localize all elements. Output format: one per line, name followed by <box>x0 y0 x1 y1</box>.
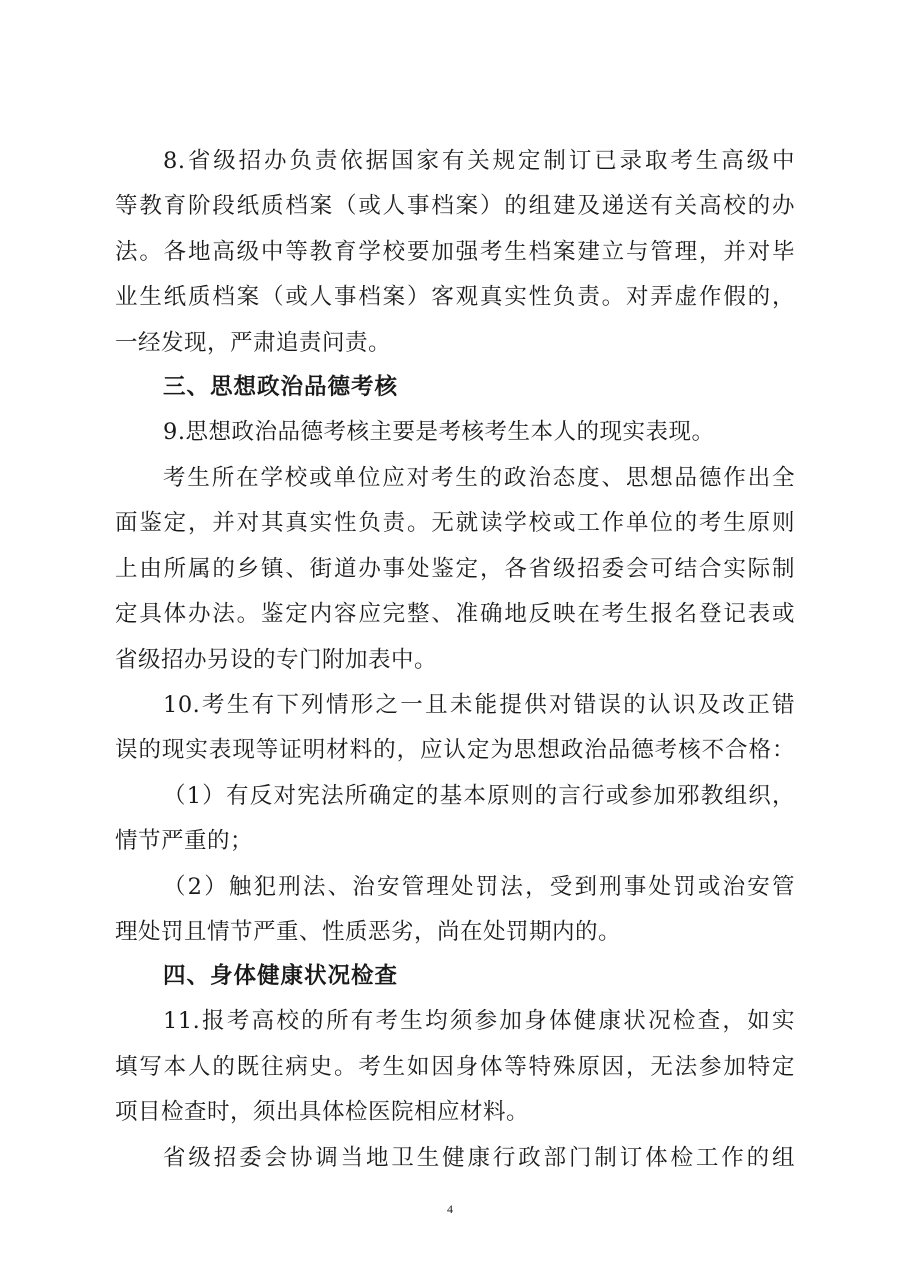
paragraph-8-line-1: 8.省级招办负责依据国家有关规定制订已录取考生高级中 <box>163 148 795 174</box>
paragraph-11-line-3: 项目检查时，须出具体检医院相应材料。 <box>115 1099 530 1125</box>
paragraph-11-line-2: 填写本人的既往病史。考生如因身体等特殊原因，无法参加特定 <box>115 1054 795 1080</box>
paragraph-11-line-1: 11.报考高校的所有考生均须参加身体健康状况检查，如实 <box>163 1008 795 1034</box>
section-heading-4: 四、身体健康状况检查 <box>163 963 399 989</box>
paragraph-10-line-2: 误的现实表现等证明材料的，应认定为思想政治品德考核不合格： <box>115 737 795 763</box>
item-2-line-2: 理处罚且情节严重、性质恶劣，尚在处罚期内的。 <box>115 919 622 945</box>
paragraph-9b-line-2: 面鉴定，并对其真实性负责。无就读学校或工作单位的考生原则 <box>115 510 795 536</box>
paragraph-8-line-3: 法。各地高级中等教育学校要加强考生档案建立与管理，并对毕 <box>115 239 795 265</box>
paragraph-9-line-1: 9.思想政治品德考核主要是考核考生本人的现实表现。 <box>163 419 715 445</box>
item-2-line-1: （2）触犯刑法、治安管理处罚法，受到刑事处罚或治安管 <box>163 874 795 900</box>
paragraph-10-line-1: 10.考生有下列情形之一且未能提供对错误的认识及改正错 <box>163 692 795 718</box>
paragraph-8-line-4: 业生纸质档案（或人事档案）客观真实性负责。对弄虚作假的， <box>115 284 795 310</box>
item-1-line-2: 情节严重的； <box>115 828 254 854</box>
paragraph-12-line-1: 省级招委会协调当地卫生健康行政部门制订体检工作的组 <box>163 1145 795 1171</box>
paragraph-9b-line-4: 定具体办法。鉴定内容应完整、准确地反映在考生报名登记表或 <box>115 601 795 627</box>
page-number: 4 <box>447 1202 453 1216</box>
paragraph-9b-line-1: 考生所在学校或单位应对考生的政治态度、思想品德作出全 <box>163 465 795 491</box>
paragraph-8-line-2: 等教育阶段纸质档案（或人事档案）的组建及递送有关高校的办 <box>115 193 795 219</box>
paragraph-9b-line-3: 上由所属的乡镇、街道办事处鉴定，各省级招委会可结合实际制 <box>115 556 795 582</box>
section-heading-3: 三、思想政治品德考核 <box>163 374 399 400</box>
item-1-line-1: （1）有反对宪法所确定的基本原则的言行或参加邪教组织， <box>163 783 795 809</box>
paragraph-9b-line-5: 省级招办另设的专门附加表中。 <box>115 647 438 673</box>
paragraph-8-line-5: 一经发现，严肃追责问责。 <box>115 330 392 356</box>
